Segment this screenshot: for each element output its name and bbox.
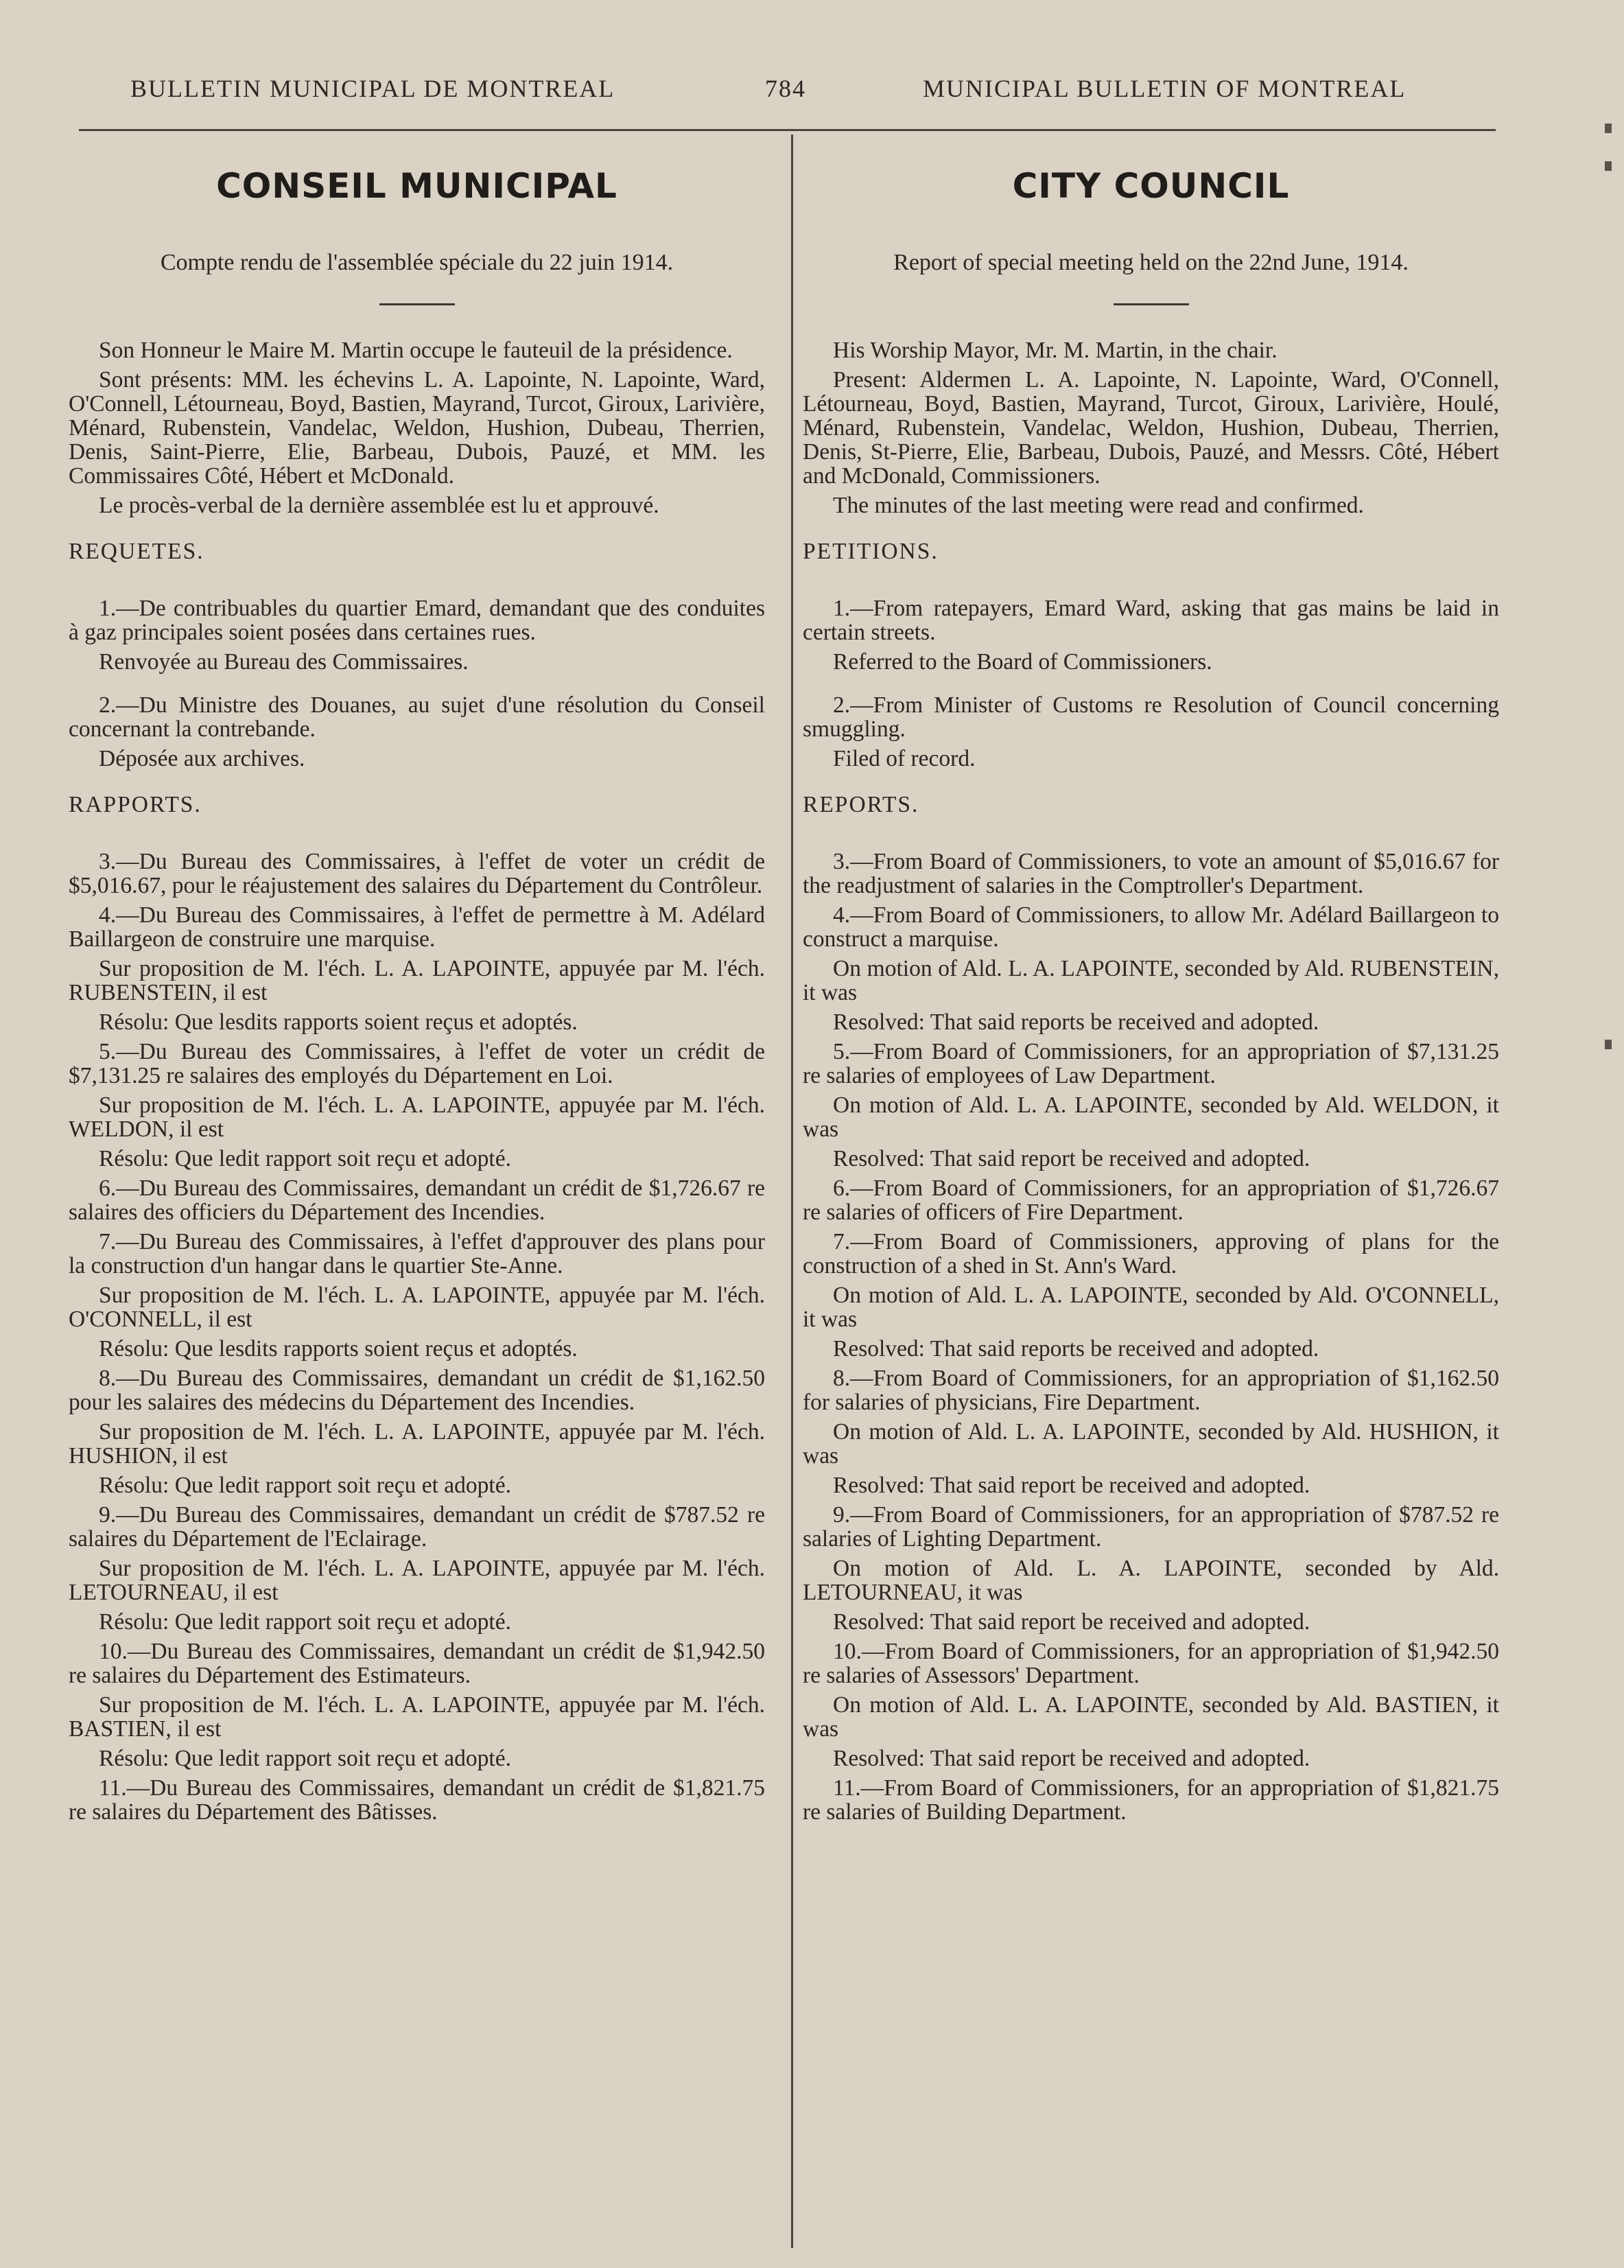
column-divider — [791, 135, 793, 2248]
french-item: 11.—Du Bureau des Commissaires, demandant un crédit de $1,821.75 re salaires du Département des Bâtisses. — [69, 1775, 765, 1825]
french-item: Sur proposition de M. l'éch. L. A. LAPOINTE, appuyée par M. l'éch. WELDON, il est — [69, 1092, 765, 1142]
french-item: Sur proposition de M. l'éch. L. A. LAPOINTE, appuyée par M. l'éch. BASTIEN, il est — [69, 1692, 765, 1742]
english-item: Resolved: That said report be received and adopted. — [833, 1609, 1310, 1635]
binding-mark — [1605, 1040, 1612, 1049]
french-item: 2.—Du Ministre des Douanes, au sujet d'une résolution du Conseil concernant la contrebande. — [69, 692, 765, 742]
english-item: 5.—From Board of Commissioners, for an appropriation of $7,131.25 re salaries of employees of Law Department. — [803, 1039, 1499, 1088]
binding-mark — [1605, 161, 1612, 171]
french-item: Sur proposition de M. l'éch. L. A. LAPOINTE, appuyée par M. l'éch. HUSHION, il est — [69, 1419, 765, 1469]
english-item: Filed of record. — [833, 746, 976, 771]
english-item: Referred to the Board of Commissioners. — [833, 649, 1212, 675]
french-column — [69, 158, 765, 1829]
french-requetes-heading: REQUETES. — [69, 539, 204, 564]
english-item: 4.—From Board of Commissioners, to allow Mr. Adélard Baillargeon to construct a marquise. — [803, 902, 1499, 952]
french-item: Sur proposition de M. l'éch. L. A. LAPOINTE, appuyée par M. l'éch. LETOURNEAU, il est — [69, 1556, 765, 1605]
english-item: 6.—From Board of Commissioners, for an appropriation of $1,726.67 re salaries of officers of Fire Department. — [803, 1176, 1499, 1225]
french-item: Résolu: Que ledit rapport soit reçu et adopté. — [99, 1746, 511, 1771]
english-heading: CITY COUNCIL — [1012, 166, 1290, 206]
french-item: Déposée aux archives. — [99, 746, 305, 771]
french-item: 5.—Du Bureau des Commissaires, à l'effet de voter un crédit de $7,131.25 re salaires des employés du Département en Loi. — [69, 1039, 765, 1088]
french-item: Sur proposition de M. l'éch. L. A. LAPOINTE, appuyée par M. l'éch. O'CONNELL, il est — [69, 1283, 765, 1332]
english-column — [803, 158, 1499, 1829]
english-item: Resolved: That said report be received and adopted. — [833, 1746, 1310, 1771]
english-item: 9.—From Board of Commissioners, for an appropriation of $787.52 re salaries of Lighting Department. — [803, 1502, 1499, 1552]
header-french-title: BULLETIN MUNICIPAL DE MONTREAL — [130, 75, 615, 102]
french-rapports-heading: RAPPORTS. — [69, 792, 202, 817]
french-item: 10.—Du Bureau des Commissaires, demandant un crédit de $1,942.50 re salaires du Département des Estimateurs. — [69, 1639, 765, 1688]
french-item: Résolu: Que ledit rapport soit reçu et adopté. — [99, 1609, 511, 1635]
english-item: 1.—From ratepayers, Emard Ward, asking that gas mains be laid in certain streets. — [803, 596, 1499, 645]
english-item: 10.—From Board of Commissioners, for an appropriation of $1,942.50 re salaries of Assessors' Department. — [803, 1639, 1499, 1688]
french-paragraph: Le procès-verbal de la dernière assemblée est lu et approuvé. — [99, 493, 659, 518]
english-item: On motion of Ald. L. A. LAPOINTE, seconded by Ald. RUBENSTEIN, it was — [803, 956, 1499, 1005]
french-paragraph: Sont présents: MM. les échevins L. A. Lapointe, N. Lapointe, Ward, O'Connell, Létourneau, Boyd, Bastien, Mayrand, Turcot, Giroux, Larivière, Ménard, Rubenstein, Vandelac, Weldon, Hushion, Dubeau, Therrien, Denis, Saint-Pierre, Elie, Barbeau, Dubois, Pauzé, et MM. les Commissaires Côté, Hébert et McDonald. — [69, 367, 765, 489]
english-item: 3.—From Board of Commissioners, to vote an amount of $5,016.67 for the readjustment of salaries in the Comptroller's Department. — [803, 849, 1499, 898]
french-item: Résolu: Que ledit rapport soit reçu et adopté. — [99, 1473, 511, 1498]
french-item: 6.—Du Bureau des Commissaires, demandant un crédit de $1,726.67 re salaires des officiers du Département des Incendies. — [69, 1176, 765, 1225]
header-rule — [79, 129, 1496, 131]
english-item: Resolved: That said reports be received and adopted. — [833, 1336, 1319, 1361]
french-item: 1.—De contribuables du quartier Emard, demandant que des conduites à gaz principales soient posées dans certaines rues. — [69, 596, 765, 645]
english-item: On motion of Ald. L. A. LAPOINTE, seconded by Ald. BASTIEN, it was — [803, 1692, 1499, 1742]
header-english-title: MUNICIPAL BULLETIN OF MONTREAL — [923, 75, 1407, 102]
english-item: Resolved: That said report be received and adopted. — [833, 1146, 1310, 1171]
french-item: Résolu: Que lesdits rapports soient reçus et adoptés. — [99, 1336, 578, 1361]
english-item: On motion of Ald. L. A. LAPOINTE, seconded by Ald. LETOURNEAU, it was — [803, 1556, 1499, 1605]
english-paragraph: Present: Aldermen L. A. Lapointe, N. Lapointe, Ward, O'Connell, Létourneau, Boyd, Bastien, Mayrand, Turcot, Giroux, Larivière, Houlé, Ménard, Rubenstein, Vandelac, Weldon, Hushion, Dubeau, Therrien, Denis, St-Pierre, Elie, Barbeau, Dubois, Pauzé, and Messrs. Côté, Hébert and McDonald, Commissioners. — [803, 367, 1499, 489]
french-item: Sur proposition de M. l'éch. L. A. LAPOINTE, appuyée par M. l'éch. RUBENSTEIN, il est — [69, 956, 765, 1005]
english-petitions-heading: PETITIONS. — [803, 539, 939, 564]
english-item: Resolved: That said reports be received and adopted. — [833, 1009, 1319, 1035]
page-number: 784 — [765, 75, 806, 102]
english-short-rule — [1114, 303, 1189, 305]
english-item: 8.—From Board of Commissioners, for an appropriation of $1,162.50 for salaries of physicians, Fire Department. — [803, 1366, 1499, 1415]
french-report-line: Compte rendu de l'assemblée spéciale du 22 juin 1914. — [160, 250, 674, 275]
binding-mark — [1605, 124, 1612, 133]
french-heading: CONSEIL MUNICIPAL — [216, 166, 617, 206]
french-item: 3.—Du Bureau des Commissaires, à l'effet de voter un crédit de $5,016.67, pour le réajustement des salaires du Département du Contrôleur. — [69, 849, 765, 898]
english-item: On motion of Ald. L. A. LAPOINTE, seconded by Ald. O'CONNELL, it was — [803, 1283, 1499, 1332]
english-item: On motion of Ald. L. A. LAPOINTE, seconded by Ald. WELDON, it was — [803, 1092, 1499, 1142]
french-item: Résolu: Que lesdits rapports soient reçus et adoptés. — [99, 1009, 578, 1035]
english-paragraph: The minutes of the last meeting were read and confirmed. — [833, 493, 1364, 518]
english-reports-heading: REPORTS. — [803, 792, 919, 817]
english-report-line: Report of special meeting held on the 22nd June, 1914. — [893, 250, 1409, 275]
english-paragraph: His Worship Mayor, Mr. M. Martin, in the chair. — [833, 338, 1278, 363]
french-item: 9.—Du Bureau des Commissaires, demandant un crédit de $787.52 re salaires du Département de l'Eclairage. — [69, 1502, 765, 1552]
french-item: Renvoyée au Bureau des Commissaires. — [99, 649, 469, 675]
english-item: Resolved: That said report be received and adopted. — [833, 1473, 1310, 1498]
english-item: 11.—From Board of Commissioners, for an appropriation of $1,821.75 re salaries of Building Department. — [803, 1775, 1499, 1825]
french-item: 4.—Du Bureau des Commissaires, à l'effet de permettre à M. Adélard Baillargeon de construire une marquise. — [69, 902, 765, 952]
french-item: 8.—Du Bureau des Commissaires, demandant un crédit de $1,162.50 pour les salaires des médecins du Département des Incendies. — [69, 1366, 765, 1415]
english-item: 7.—From Board of Commissioners, approving of plans for the construction of a shed in St. Ann's Ward. — [803, 1229, 1499, 1278]
french-item: Résolu: Que ledit rapport soit reçu et adopté. — [99, 1146, 511, 1171]
french-item: 7.—Du Bureau des Commissaires, à l'effet d'approuver des plans pour la construction d'un hangar dans le quartier Ste-Anne. — [69, 1229, 765, 1278]
french-paragraph: Son Honneur le Maire M. Martin occupe le fauteuil de la présidence. — [99, 338, 733, 363]
french-short-rule — [379, 303, 455, 305]
english-item: On motion of Ald. L. A. LAPOINTE, seconded by Ald. HUSHION, it was — [803, 1419, 1499, 1469]
english-item: 2.—From Minister of Customs re Resolution of Council concerning smuggling. — [803, 692, 1499, 742]
